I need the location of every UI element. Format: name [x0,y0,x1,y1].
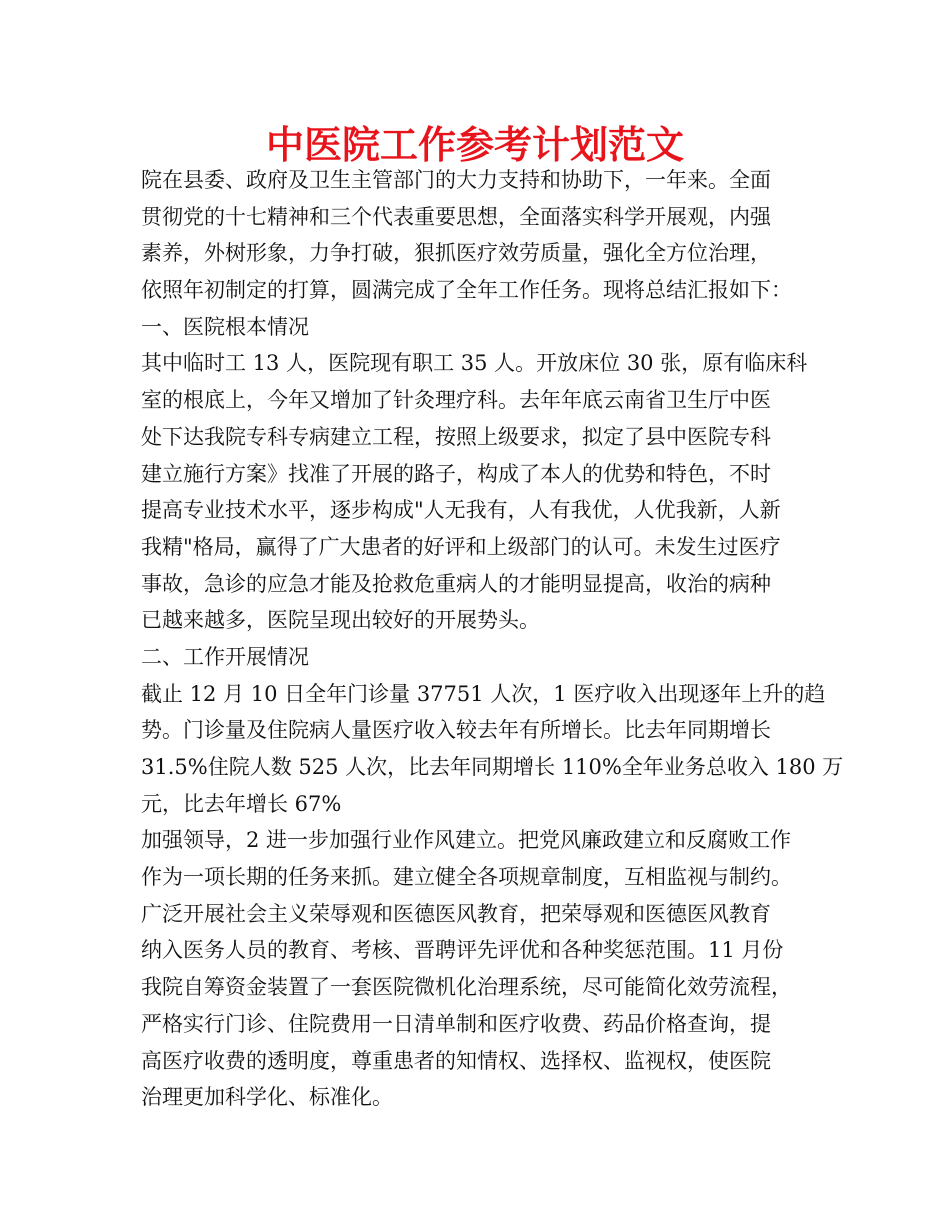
text-line: 室的根底上，今年又增加了针灸理疗科。去年年底云南省卫生厅中医 [141,388,771,413]
text-line: 高医疗收费的透明度，尊重患者的知情权、选择权、监视权，使医院 [141,1048,771,1073]
text-line: 提高专业技术水平，逐步构成"人无我有，人有我优，人优我新，人新 [141,498,781,523]
text-line: 加强领导，2 进一步加强行业作风建立。把党风廉政建立和反腐败工作 [141,828,792,853]
text-line: 素养，外树形象，力争打破，狠抓医疗效劳质量，强化全方位治理， [141,241,771,266]
text-line: 建立施行方案》找准了开展的路子，构成了本人的优势和特色，不时 [141,461,771,486]
document-title: 中医院工作参考计划范文 [265,123,684,167]
text-line: 元，比去年增长 67% [141,791,342,816]
text-line: 截止 12 月 10 日全年门诊量 37751 人次，1 医疗收入出现逐年上升的趋 [141,681,826,706]
text-line: 院在县委、政府及卫生主管部门的大力支持和协助下，一年来。全面 [141,168,771,192]
text-line: 我精"格局，赢得了广大患者的好评和上级部门的认可。未发生过医疗 [141,534,781,559]
text-line: 事故，急诊的应急才能及抢救危重病人的才能明显提高，收治的病种 [141,571,771,596]
section-heading: 一、医院根本情况 [141,314,309,339]
text-line: 势。门诊量及住院病人量医疗收入较去年有所增长。比去年同期增长 [141,718,771,743]
text-line: 31.5%住院人数 525 人次，比去年同期增长 110%全年业务总收入 180 万 [141,755,844,779]
text-line: 处下达我院专科专病建立工程，按照上级要求，拟定了县中医院专科 [141,424,771,449]
text-line: 依照年初制定的打算，圆满完成了全年工作任务。现将总结汇报如下： [141,278,792,303]
text-line: 已越来越多，医院呈现出较好的开展势头。 [141,608,540,633]
text-line: 贯彻党的十七精神和三个代表重要思想，全面落实科学开展观，内强 [141,204,771,229]
document-body [141,162,844,1116]
text-line: 其中临时工 13 人，医院现有职工 35 人。开放床位 30 张，原有临床科 [141,351,808,376]
text-line: 严格实行门诊、住院费用一日清单制和医疗收费、药品价格查询，提 [141,1011,771,1036]
text-line: 广泛开展社会主义荣辱观和医德医风教育，把荣辱观和医德医风教育 [141,901,771,926]
section-heading: 二、工作开展情况 [141,644,309,669]
text-line: 作为一项长期的任务来抓。建立健全各项规章制度，互相监视与制约。 [141,865,792,890]
text-line: 治理更加科学化、标准化。 [141,1085,393,1110]
text-line: 我院自筹资金装置了一套医院微机化治理系统，尽可能简化效劳流程， [141,975,792,1000]
text-line: 纳入医务人员的教育、考核、晋聘评先评优和各种奖惩范围。11 月份 [141,938,784,963]
